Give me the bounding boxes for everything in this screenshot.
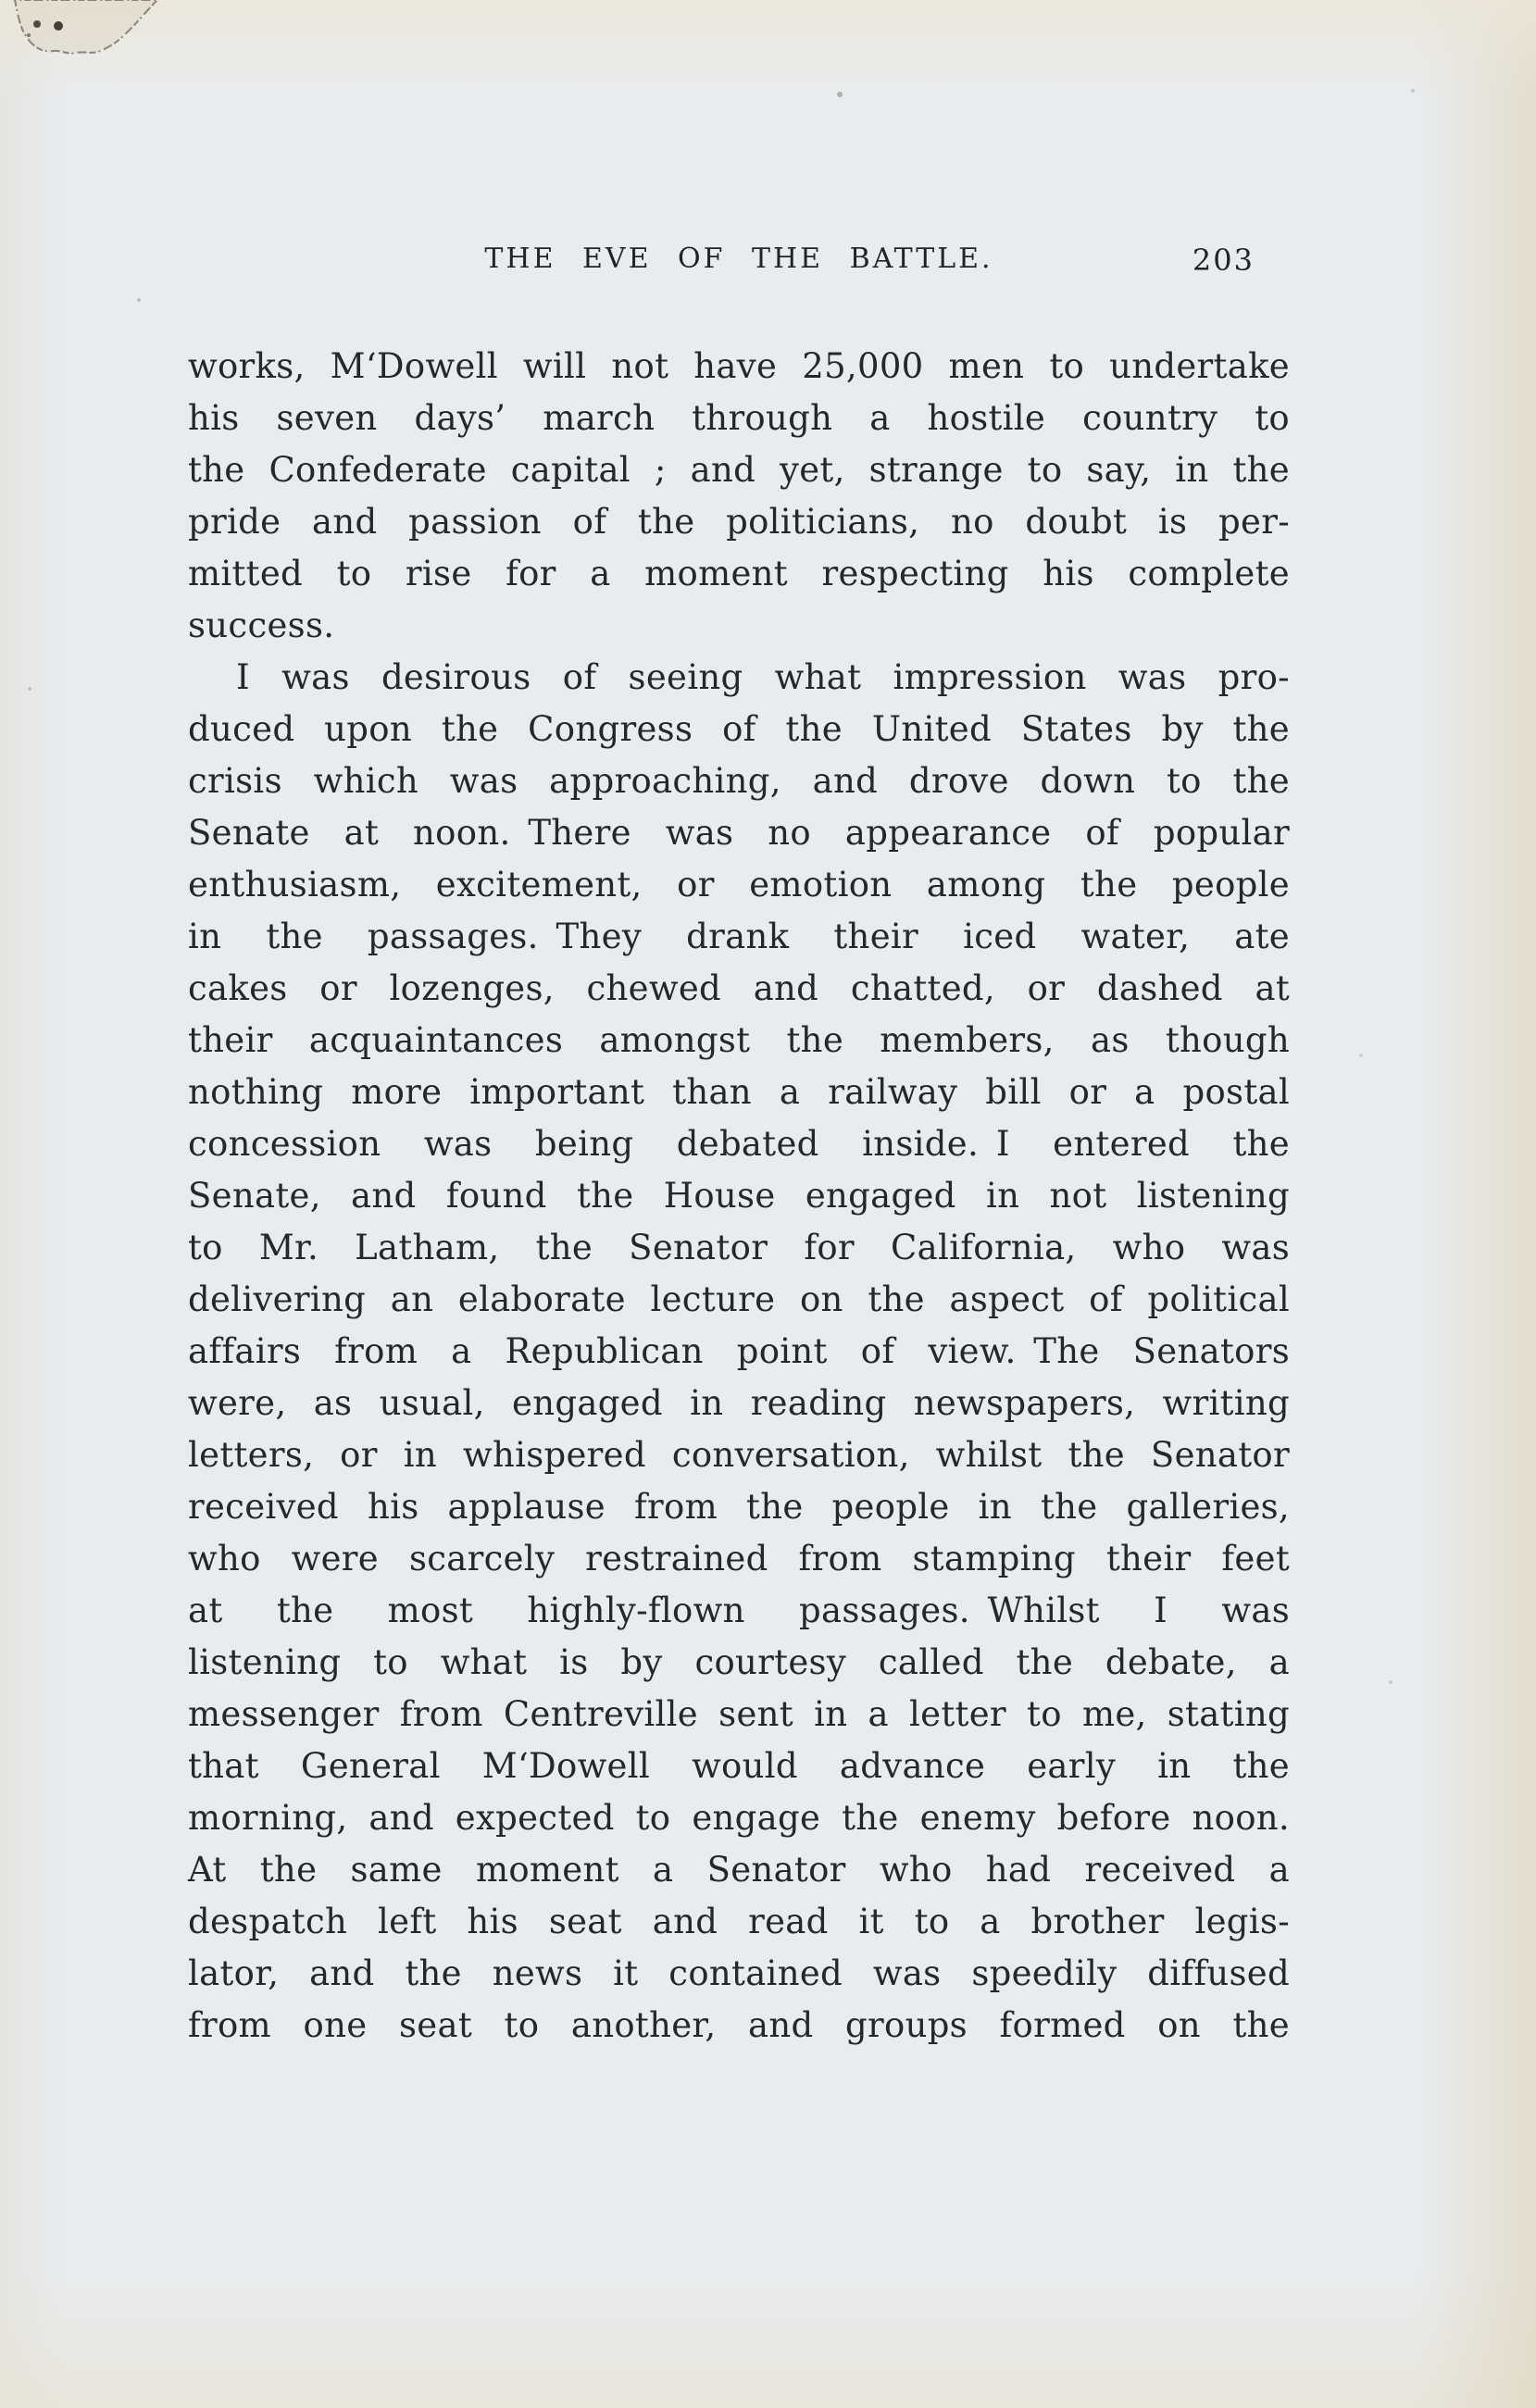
text-line: his seven days’ march through a hostile country to — [188, 398, 1290, 438]
text-line: from one seat to another, and groups formed on the — [188, 2005, 1290, 2045]
running-header — [188, 243, 1290, 287]
text-line: concession was being debated inside. I entered the — [188, 1124, 1290, 1164]
ink-dot — [54, 21, 63, 31]
text-line: messenger from Centreville sent in a letter to me, stating — [188, 1694, 1290, 1734]
text-line: their acquaintances amongst the members, as though — [188, 1020, 1290, 1060]
page-number: 203 — [1192, 243, 1255, 278]
text-line: duced upon the Congress of the United States by the — [188, 709, 1290, 749]
text-line: delivering an elaborate lecture on the aspect of political — [188, 1279, 1290, 1319]
text-line: despatch left his seat and read it to a brother legis- — [188, 1902, 1290, 1941]
text-line: that General M‘Dowell would advance early in the — [188, 1746, 1290, 1786]
text-line: Senate at noon. There was no appearance of popular — [188, 813, 1290, 853]
text-line: morning, and expected to engage the enemy before noon. — [188, 1798, 1290, 1838]
text-line: received his applause from the people in the galleries, — [188, 1487, 1290, 1527]
text-line: I was desirous of seeing what impression was pro- — [236, 657, 1290, 697]
ink-dot — [27, 33, 31, 37]
ink-dot — [33, 20, 41, 28]
text-line: enthusiasm, excitement, or emotion among the people — [188, 865, 1290, 905]
text-line: At the same moment a Senator who had received a — [188, 1850, 1290, 1890]
text-line: cakes or lozenges, chewed and chatted, or dashed at — [188, 968, 1290, 1008]
text-line: mitted to rise for a moment respecting his complete — [188, 554, 1290, 593]
text-line: works, M‘Dowell will not have 25,000 men to undertake — [188, 346, 1290, 386]
text-line: were, as usual, engaged in reading newspapers, writing — [188, 1383, 1290, 1423]
text-line: pride and passion of the politicians, no doubt is per- — [188, 502, 1290, 542]
text-line: success. — [188, 605, 335, 645]
page-text — [188, 341, 1290, 2052]
text-line: to Mr. Latham, the Senator for California, who was — [188, 1228, 1290, 1267]
text-line: at the most highly-flown passages. Whilst I was — [188, 1591, 1290, 1630]
text-line: in the passages. They drank their iced water, ate — [188, 917, 1290, 956]
text-line: listening to what is by courtesy called the debate, a — [188, 1642, 1290, 1682]
text-line: crisis which was approaching, and drove down to the — [188, 761, 1290, 801]
paper-specks — [0, 0, 4, 4]
text-line: who were scarcely restrained from stamping their feet — [188, 1539, 1290, 1578]
torn-corner-mark — [0, 0, 213, 74]
text-line: affairs from a Republican point of view. The Senators — [188, 1331, 1290, 1371]
text-line: Senate, and found the House engaged in not listening — [188, 1176, 1290, 1216]
text-line: nothing more important than a railway bill or a postal — [188, 1072, 1290, 1112]
text-line: letters, or in whispered conversation, whilst the Senator — [188, 1435, 1290, 1475]
text-line: the Confederate capital ; and yet, strange to say, in the — [188, 450, 1290, 490]
text-line: lator, and the news it contained was speedily diffused — [188, 1953, 1290, 1993]
page-title: THE EVE OF THE BATTLE. — [484, 243, 993, 275]
